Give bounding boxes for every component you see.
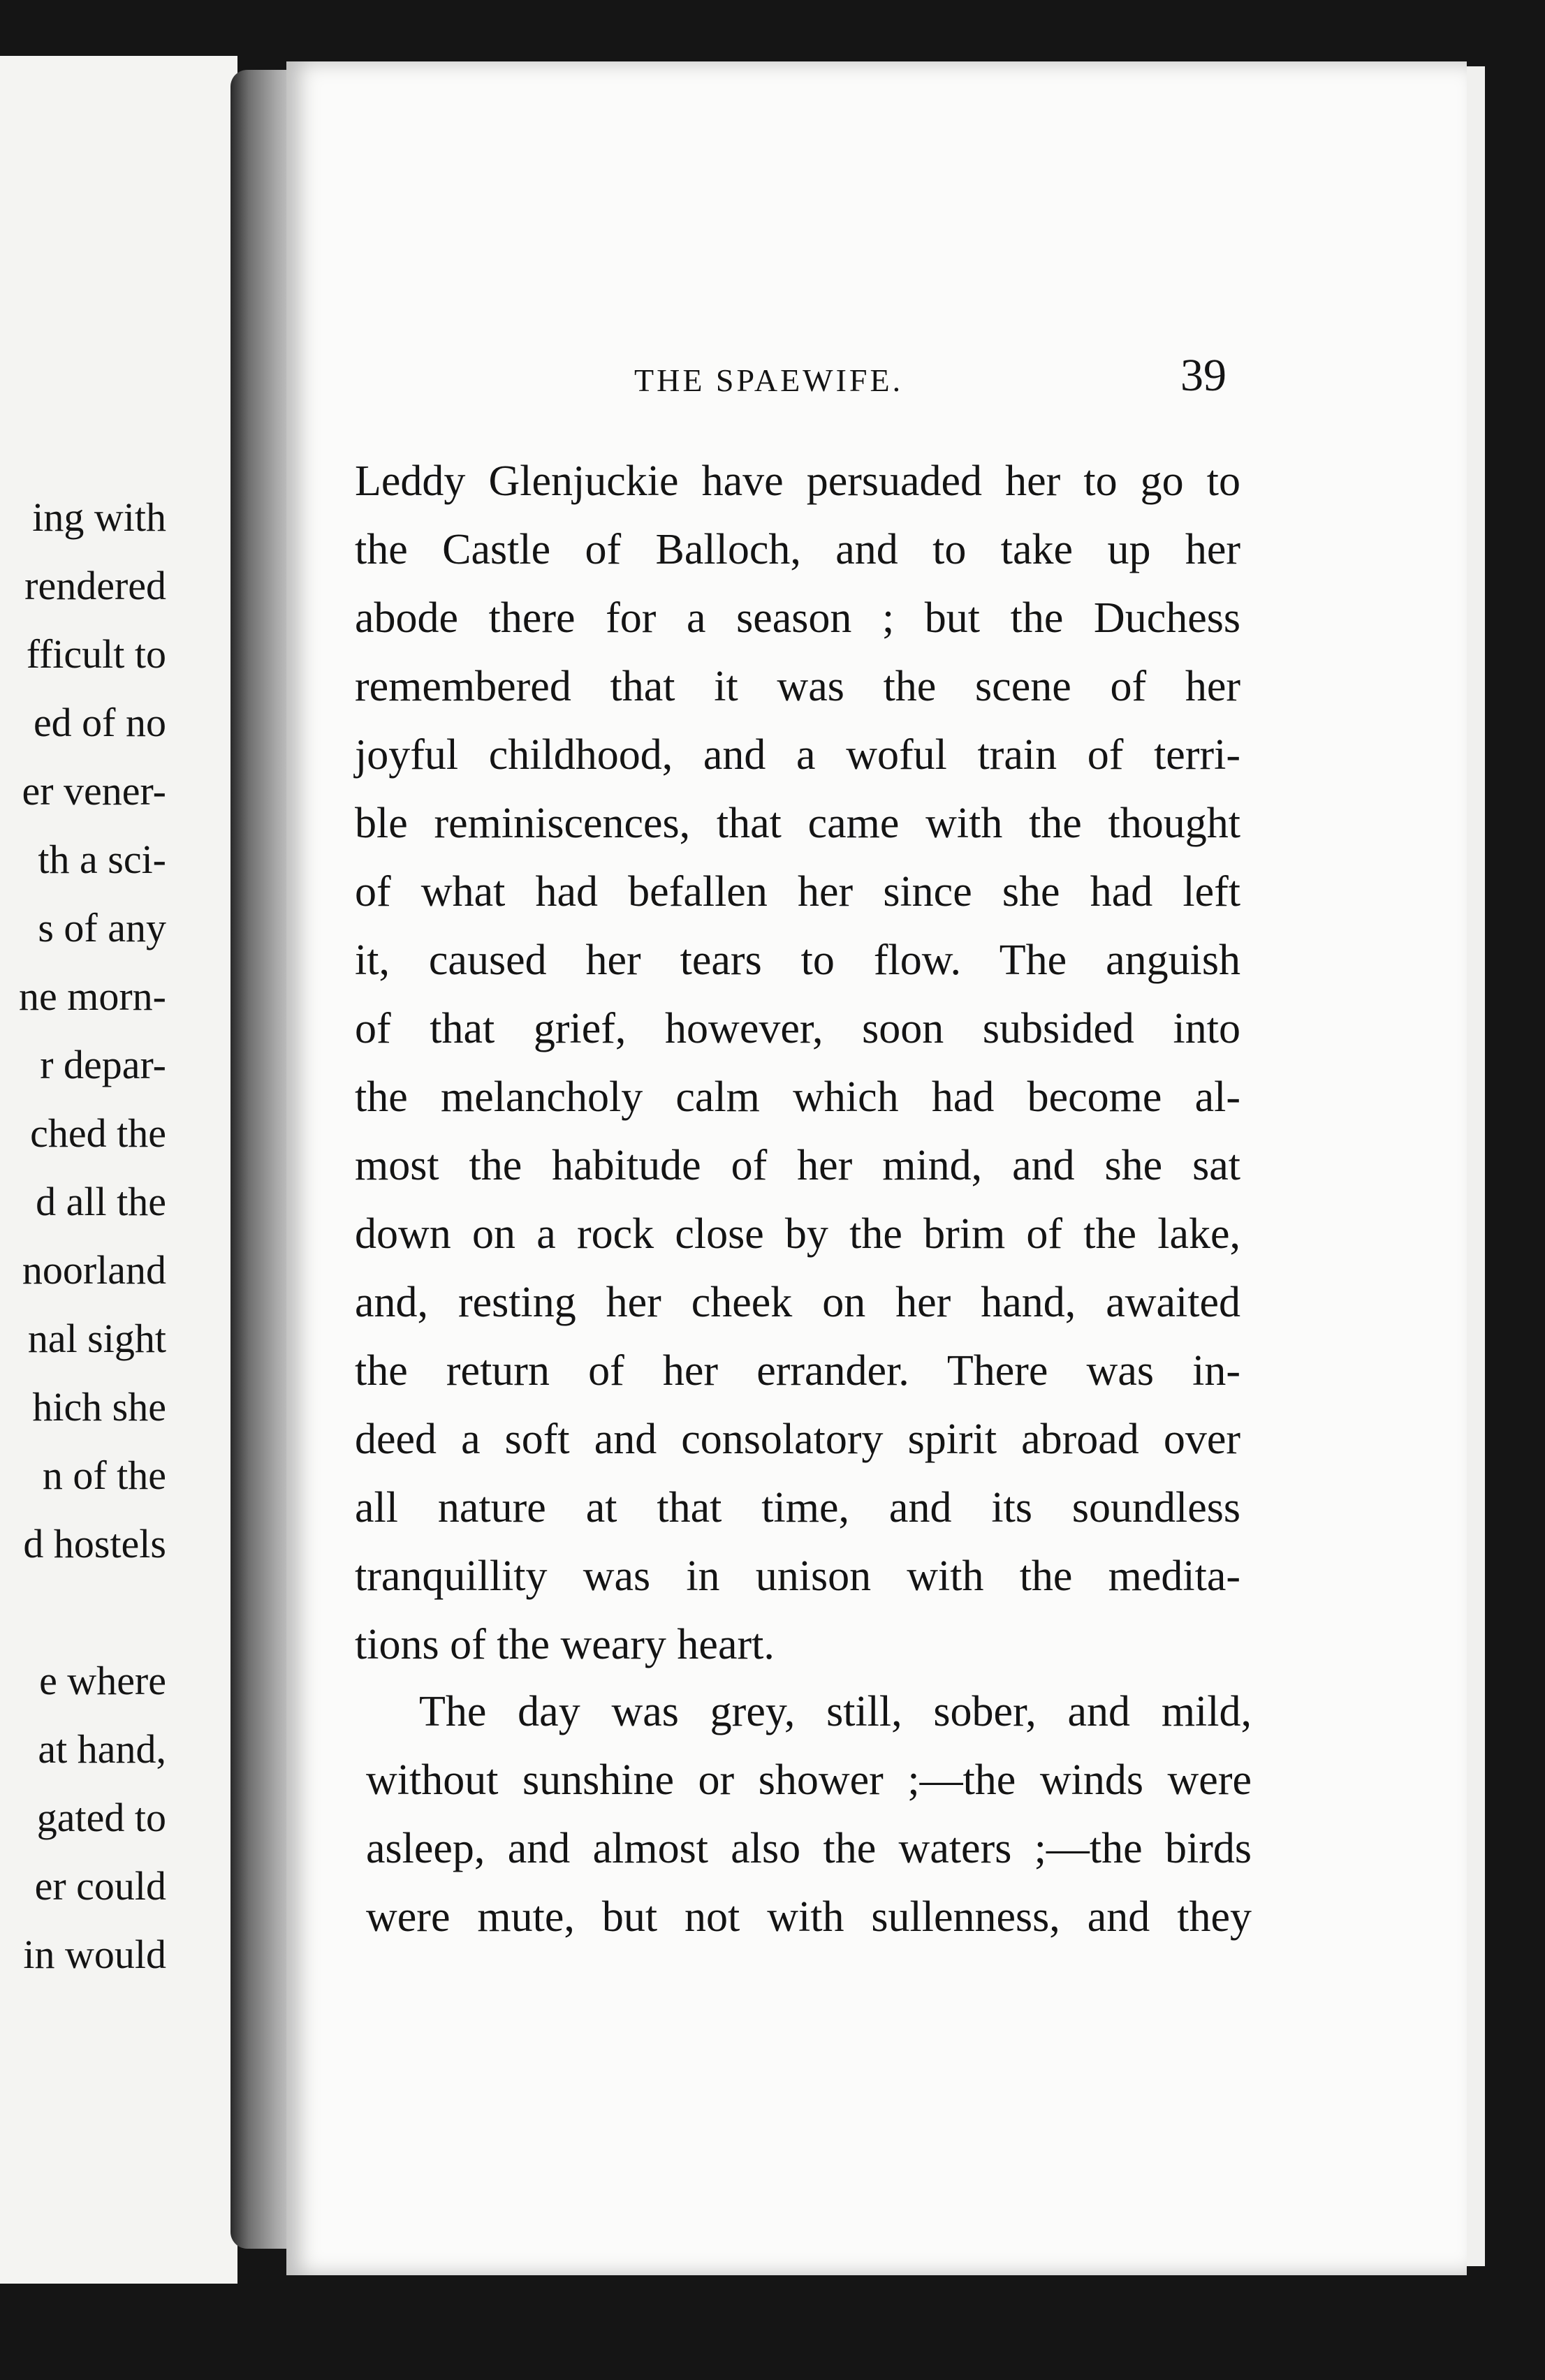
- page-number: 39: [1180, 350, 1227, 401]
- running-head: THE SPAEWIFE.: [634, 362, 904, 398]
- left-page-line: er vener-: [22, 768, 166, 814]
- text-line: ble reminiscences, that came with the thought: [355, 800, 1240, 847]
- text-line: of what had befallen her since she had left: [355, 868, 1240, 916]
- text-line: most the habitude of her mind, and she sat: [355, 1142, 1240, 1189]
- left-page-line: rendered: [24, 563, 166, 608]
- left-page-line: s of any: [38, 905, 166, 950]
- text-line: it, caused her tears to flow. The anguish: [355, 936, 1240, 984]
- text-line: without sunshine or shower ;—the winds were: [366, 1756, 1252, 1804]
- left-page-line: nal sight: [27, 1316, 166, 1361]
- left-page-line: ne morn-: [19, 974, 166, 1019]
- left-page-line: d all the: [36, 1179, 166, 1224]
- left-page: [0, 56, 237, 2284]
- text-line: tranquillity was in unison with the medita-: [355, 1552, 1240, 1600]
- text-line: of that grief, however, soon subsided into: [355, 1005, 1240, 1052]
- left-page-line: d hostels: [23, 1521, 166, 1566]
- left-page-line: ing with: [32, 494, 166, 540]
- left-page-line: at hand,: [38, 1726, 166, 1772]
- text-line: asleep, and almost also the waters ;—the birds: [366, 1825, 1252, 1872]
- left-page-line: noorland: [22, 1247, 166, 1293]
- left-page-line: fficult to: [26, 631, 166, 677]
- left-page-line: in would: [23, 1932, 166, 1977]
- text-line: were mute, but not with sullenness, and they: [366, 1893, 1252, 1941]
- left-page-line: ched the: [30, 1110, 166, 1156]
- left-page-line: gated to: [36, 1795, 166, 1840]
- text-line: and, resting her cheek on her hand, awaited: [355, 1279, 1240, 1326]
- left-page-line: e where: [39, 1658, 166, 1703]
- left-page-line: n of the: [42, 1453, 166, 1498]
- text-line: the melancholy calm which had become al-: [355, 1073, 1240, 1121]
- left-page-line: r depar-: [40, 1042, 166, 1087]
- text-line: joyful childhood, and a woful train of terri-: [355, 731, 1240, 779]
- left-page-line: th a sci-: [38, 837, 166, 882]
- text-line: all nature at that time, and its soundless: [355, 1484, 1240, 1531]
- text-line: the return of her errander. There was in-: [355, 1347, 1240, 1395]
- text-line: tions of the weary heart.: [355, 1621, 775, 1668]
- paragraph-1: [355, 447, 1240, 1679]
- text-line: deed a soft and consolatory spirit abroad over: [355, 1416, 1240, 1463]
- left-page-line: er could: [34, 1863, 166, 1909]
- text-line: remembered that it was the scene of her: [355, 663, 1240, 710]
- paragraph-2: [366, 1677, 1252, 1951]
- text-line: down on a rock close by the brim of the lake,: [355, 1210, 1240, 1258]
- text-line: abode there for a season ; but the Duchess: [355, 594, 1240, 642]
- page-edge: [1467, 66, 1485, 2266]
- text-line: the Castle of Balloch, and to take up her: [355, 526, 1240, 573]
- text-line: Leddy Glenjuckie have persuaded her to go to: [355, 457, 1240, 505]
- left-page-line: hich she: [32, 1384, 166, 1430]
- left-page-line: ed of no: [33, 700, 166, 745]
- text-line: The day was grey, still, sober, and mild,: [419, 1688, 1252, 1735]
